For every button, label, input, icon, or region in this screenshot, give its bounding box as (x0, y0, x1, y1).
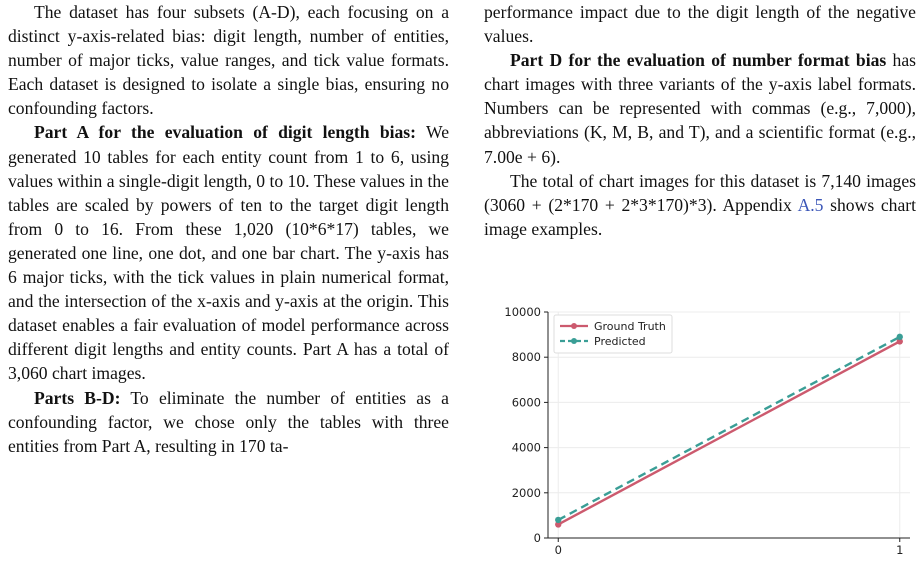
data-point (897, 334, 903, 340)
data-point (555, 517, 561, 523)
y-tick-label: 4000 (511, 440, 541, 455)
paragraph-continued: performance impact due to the digit length of the negative values. (484, 2, 916, 47)
paragraph-parts-b-d (8, 386, 449, 458)
x-tick-label: 0 (554, 543, 562, 557)
legend (554, 315, 672, 353)
y-tick-label: 0 (533, 531, 541, 545)
y-tick-label: 8000 (511, 350, 541, 365)
paragraph-intro: The dataset has four subsets (A-D), each focusing on a distinct y-axis-related bias: digit length, number of entities, number of major ticks, value ranges, and tick value formats. Each dataset is designed to isolate a single bias, ensuring no confounding factors. (8, 2, 449, 119)
y-tick-label: 6000 (511, 395, 541, 410)
x-tick-label: 1 (896, 543, 904, 557)
part-d-body: has chart images with three variants of the y-axis label formats. Numbers can be represented with commas (e.g., 7,000), abbreviations (K, M, B, and T), and a scientific format (e.g., 7.00e + 6). (484, 50, 916, 167)
parts-b-d-body: To eliminate the number of entities as a confounding factor, we chose only the tables with three entities from Part A, resulting in 170 ta- (8, 387, 449, 456)
total-text-before: The total of chart images for this dataset is 7,140 images (3060 + (2*170 + 2*3*170)*3). Appendix (484, 170, 916, 215)
part-a-body: We generated 10 tables for each entity count from 1 to 6, using values within a single-digit length, 0 to 10. These values in the tables are scaled by powers of ten to the target digit length from 0 to 16. From these 1,020 (10*6*17) tables, we generated one line, one dot, and one bar chart. The y-axis has 6 major ticks, with the tick values in plain numerical format, and the intersection of the x-axis and y-axis at the origin. This dataset enables a fair evaluation of model performance across different digit lengths and entity counts. Part A has a total of 3,060 chart images. (8, 122, 450, 384)
left-column (8, 0, 449, 458)
part-a-heading: Part A for the evaluation of digit length bias: (34, 122, 417, 143)
series-layer (555, 334, 903, 528)
y-tick-label: 10000 (504, 305, 541, 319)
parts-b-d-heading: Parts B-D: (34, 387, 121, 408)
y-tick-label: 2000 (511, 485, 541, 500)
legend-swatch-marker (571, 338, 577, 344)
legend-label: Ground Truth (594, 320, 666, 333)
paragraph-total (484, 169, 916, 241)
total-text-after: shows chart image examples. (484, 194, 917, 239)
paragraph-part-a (8, 120, 449, 385)
legend-swatch-marker (571, 323, 577, 329)
appendix-link[interactable]: A.5 (797, 194, 824, 215)
right-column (484, 0, 916, 241)
paragraph-part-d (484, 48, 916, 168)
line-chart (480, 296, 920, 578)
series-line (558, 341, 900, 524)
part-d-heading: Part D for the evaluation of number format bias (510, 50, 887, 71)
legend-label: Predicted (594, 335, 646, 348)
